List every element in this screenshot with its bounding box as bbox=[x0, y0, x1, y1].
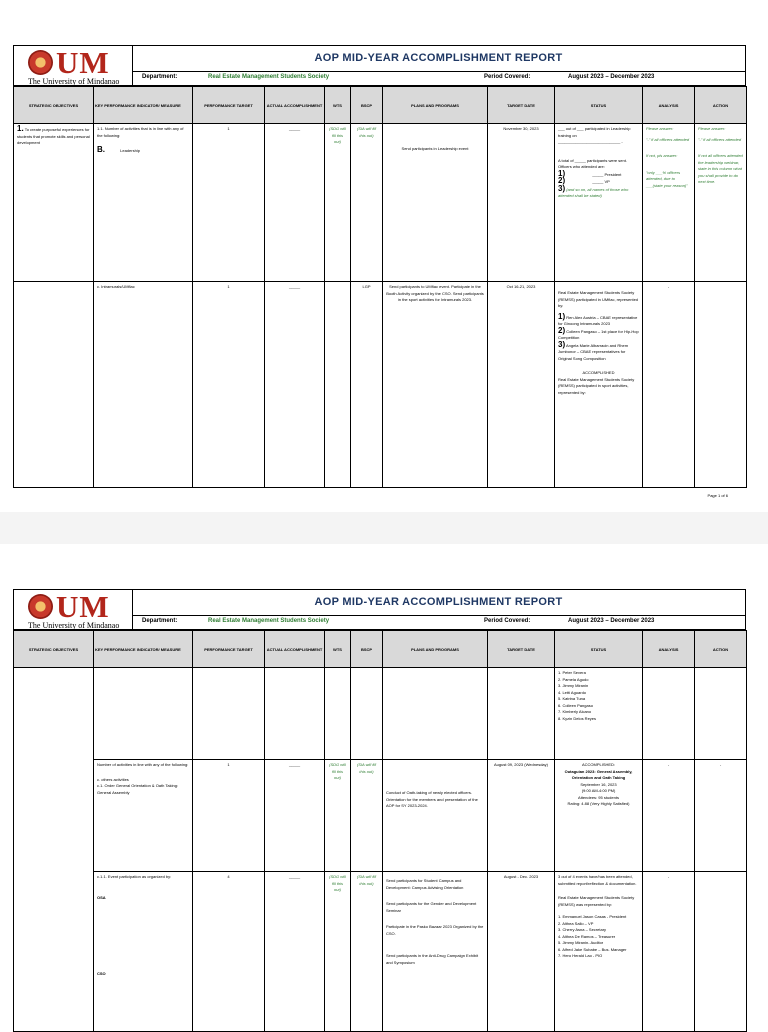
col-plans-programs: PLANS AND PROGRAMS bbox=[383, 87, 488, 124]
analysis-cell: - bbox=[643, 760, 695, 872]
col-kpi: KEY PERFORMANCE INDICATOR/ MEASURE bbox=[94, 87, 193, 124]
department-value: Real Estate Management Students Society bbox=[208, 74, 330, 80]
kpi-cell: c. Intramurals/UMfiac bbox=[94, 282, 193, 488]
col-strategic-objectives: STRATEGIC OBJECTIVES bbox=[14, 87, 94, 124]
header-info-row bbox=[132, 71, 745, 85]
date-cell: August - Dec. 2023 bbox=[488, 872, 555, 1032]
col-status: STATUS bbox=[555, 87, 643, 124]
actual-cell: _____ bbox=[265, 760, 325, 872]
kpi-cell: c.1.1. Event participation as organized by: OSA CSO bbox=[94, 872, 193, 1032]
col-target-date: TARGET DATE bbox=[488, 87, 555, 124]
col-bscp: BSCP bbox=[351, 631, 383, 668]
kpi-cell bbox=[94, 668, 193, 760]
col-actual-accomplishment: ACTUAL ACCOMPLISHMENT bbox=[265, 631, 325, 668]
university-name: The University of Mindanao bbox=[28, 77, 120, 85]
action-cell bbox=[695, 872, 747, 1032]
col-plans-programs: PLANS AND PROGRAMS bbox=[383, 631, 488, 668]
action-cell bbox=[695, 282, 747, 488]
plans-cell: Send participants in Leadership event bbox=[383, 124, 488, 282]
actual-cell: _____ bbox=[265, 282, 325, 488]
wts-cell: (SDG will fill this out) bbox=[325, 124, 351, 282]
list-item: 7. Hero Herald Lao - PIO bbox=[558, 953, 603, 958]
col-strategic-objectives: STRATEGIC OBJECTIVES bbox=[14, 631, 94, 668]
university-seal-icon bbox=[28, 50, 53, 75]
col-wts: WTS bbox=[325, 631, 351, 668]
target-cell: 1 bbox=[193, 124, 265, 282]
list-item: 5. Jimmy Miranin- Auditor bbox=[558, 940, 604, 945]
col-performance-target: PERFORMANCE TARGET bbox=[193, 87, 265, 124]
col-action: ACTION bbox=[695, 87, 747, 124]
list-item: 6. Alfred Jake Subabe – Bus. Manager bbox=[558, 946, 627, 952]
list-item: 2. Althea Sallo – VP bbox=[558, 920, 594, 926]
wts-cell: (SDG will fill this out) bbox=[325, 872, 351, 1032]
bscp-cell: (SIA will fill this out) bbox=[351, 760, 383, 872]
accomplishment-table bbox=[13, 630, 747, 1032]
list-item: 1. Peter Severa bbox=[558, 670, 586, 675]
kpi-cell: 1.1. Number of activities that is in line with any of the following: B. Leadership bbox=[94, 124, 193, 282]
accomplishment-table bbox=[13, 86, 747, 488]
logo-text: UM bbox=[56, 590, 110, 624]
report-title: AOP MID-YEAR ACCOMPLISHMENT REPORT bbox=[132, 590, 745, 616]
university-name: The University of Mindanao bbox=[28, 621, 120, 629]
list-item: 3. Jimmy Miranin bbox=[558, 683, 589, 688]
period-label: Period Covered: bbox=[484, 74, 531, 80]
objective-cell: 1. To create purposeful experiences for students that promote skills and personal development bbox=[14, 124, 94, 282]
report-page-1 bbox=[0, 0, 768, 512]
table-row bbox=[14, 668, 747, 760]
list-item: 1. Emmanuel Jason Casas - President bbox=[558, 914, 627, 919]
table-row bbox=[14, 872, 747, 1032]
actual-cell bbox=[265, 668, 325, 760]
list-item: 5. Katrina Tuna bbox=[558, 696, 586, 701]
list-item: 6. Colleen Pangaso bbox=[558, 702, 593, 708]
list-item: 2. Pamela Agudo bbox=[558, 676, 589, 682]
analysis-cell: - bbox=[643, 282, 695, 488]
period-label: Period Covered: bbox=[484, 618, 531, 624]
bscp-cell: (SIA will fill this out) bbox=[351, 124, 383, 282]
table-header-row bbox=[14, 631, 747, 668]
col-kpi: KEY PERFORMANCE INDICATOR/ MEASURE bbox=[94, 631, 193, 668]
wts-cell: (SDG will fill this out) bbox=[325, 760, 351, 872]
bscp-cell: (SIA will fill this out) bbox=[351, 872, 383, 1032]
col-bscp: BSCP bbox=[351, 87, 383, 124]
wts-cell bbox=[325, 668, 351, 760]
status-cell: ACCOMPLISHED: Outaguian 2023: General Assembly, Orientation and Oath Taking September 16, 2023 (9:00 AM-4:00 PM) Attendees: 95 students Rating: 4.88 (Very Highly Satisfied) bbox=[555, 760, 643, 872]
plans-cell: Send participants for Student Campus and Development: Campus Advising Orientation Send participants for the Gender and Development Seminar Participate in the Pasko Bazaar 2023 Organized by the CSO. Send participants in the Anti-Drug Campaign Exhibit and Symposium bbox=[383, 872, 488, 1032]
list-item: 4. Letti Aguardo bbox=[558, 689, 587, 695]
university-seal-icon bbox=[28, 594, 53, 619]
table-row bbox=[14, 124, 747, 282]
page-number: Page 1 of 6 bbox=[707, 493, 728, 498]
status-cell: Real Estate Management Students Society (REMSS) participated in UMfiac, represented by: 1) Ren Alex Austria – CBAE representative for Ginoong Intramurals 2023 2) Colleen Pangaso – 1st place for Hip-Hop Competition 3) Angela Marie Albarracin and Rhem Jumbonor – CBAE representatives for Original Song Composition ACCOMPLISHED Real Estate Management Students Society (REMSS) participated in sport activities, represented by: bbox=[555, 282, 643, 488]
list-item: 4. Althea De Ramos – Treasurer bbox=[558, 933, 616, 939]
period-value: August 2023 – December 2023 bbox=[568, 74, 655, 80]
target-cell: 4 bbox=[193, 872, 265, 1032]
list-item: 8. Kyzin Delos Reyes bbox=[558, 715, 597, 721]
action-cell: - bbox=[695, 760, 747, 872]
actual-cell: _____ bbox=[265, 872, 325, 1032]
department-label: Department: bbox=[142, 618, 178, 624]
date-cell: Oct 16-21, 2023 bbox=[488, 282, 555, 488]
col-analysis: ANALYSIS bbox=[643, 87, 695, 124]
status-cell: ___ out of ___ participated in Leadership training on ____________________________ - A total of _____ participants were sent. Officers who attended are: 1) _____ President 2) _____ VP 3) (and so on, all names of those who attended shall be stated) bbox=[555, 124, 643, 282]
list-item: 3. Cherry Asna – Secretary bbox=[558, 927, 607, 932]
col-status: STATUS bbox=[555, 631, 643, 668]
table-row bbox=[14, 760, 747, 872]
university-logo bbox=[14, 590, 133, 629]
col-performance-target: PERFORMANCE TARGET bbox=[193, 631, 265, 668]
analysis-cell: - bbox=[643, 872, 695, 1032]
department-value: Real Estate Management Students Society bbox=[208, 618, 330, 624]
date-cell: November 30, 2023 bbox=[488, 124, 555, 282]
plans-cell: Conduct of Oath-taking of newly elected officers. Orientation for the members and presentation of the AOP for SY 2023-2024. bbox=[383, 760, 488, 872]
header-info-row bbox=[132, 615, 745, 629]
action-cell bbox=[695, 668, 747, 760]
date-cell: August 09, 2023 (Wednesday) bbox=[488, 760, 555, 872]
bscp-cell bbox=[351, 668, 383, 760]
target-cell bbox=[193, 668, 265, 760]
action-cell: Please answer: "-" if all officers attended If not all officers attended the leadership webinar, state in this column what you shall provide to do next time. bbox=[695, 124, 747, 282]
wts-cell bbox=[325, 282, 351, 488]
page-gap bbox=[0, 512, 768, 544]
table-row bbox=[14, 282, 747, 488]
status-cell: 3 out of 4 events have/has been attended, submitted report/reflection & documentation. Real Estate Management Students Society (REMSS) was represented by: 1. Emmanuel Jason Casas - President 2. Althea Sallo – VP 3. Cherry Asna – Secretary 4. Althea De Ramos – Treasurer 5. Jimmy Miranin- Auditor 6. Alfred Jake Subabe – Bus. Manager 7. Hero Herald Lao - PIO bbox=[555, 872, 643, 1032]
actual-cell: _____ bbox=[265, 124, 325, 282]
university-logo bbox=[14, 46, 133, 85]
report-page-2 bbox=[0, 544, 768, 1024]
report-title: AOP MID-YEAR ACCOMPLISHMENT REPORT bbox=[132, 46, 745, 72]
plans-cell bbox=[383, 668, 488, 760]
col-actual-accomplishment: ACTUAL ACCOMPLISHMENT bbox=[265, 87, 325, 124]
plans-cell: Send participants to UMfiac event. Participate in the Booth Activity organized by the CSO. Send participants in the sport activities for Intramurals 2023. bbox=[383, 282, 488, 488]
col-action: ACTION bbox=[695, 631, 747, 668]
report-header bbox=[13, 45, 746, 86]
analysis-cell: Please answer: "-" if all officers attended If not, pls answer: "only ___% officers attended, due to ___(state your reason)" bbox=[643, 124, 695, 282]
objective-cell bbox=[14, 282, 94, 488]
target-cell: 1 bbox=[193, 282, 265, 488]
objective-cell bbox=[14, 668, 94, 1032]
status-cell bbox=[555, 668, 643, 760]
target-cell: 1 bbox=[193, 760, 265, 872]
list-item: 7. Kimberly Alcano bbox=[558, 709, 592, 714]
logo-text: UM bbox=[56, 46, 110, 80]
report-header bbox=[13, 589, 746, 630]
bscp-cell: LGP bbox=[351, 282, 383, 488]
col-wts: WTS bbox=[325, 87, 351, 124]
department-label: Department: bbox=[142, 74, 178, 80]
period-value: August 2023 – December 2023 bbox=[568, 618, 655, 624]
col-analysis: ANALYSIS bbox=[643, 631, 695, 668]
analysis-cell bbox=[643, 668, 695, 760]
table-header-row bbox=[14, 87, 747, 124]
date-cell bbox=[488, 668, 555, 760]
kpi-cell: Number of activities in line with any of the following: c. others activities c.1. Order General Orientation & Oath Taking: General Assembly bbox=[94, 760, 193, 872]
col-target-date: TARGET DATE bbox=[488, 631, 555, 668]
